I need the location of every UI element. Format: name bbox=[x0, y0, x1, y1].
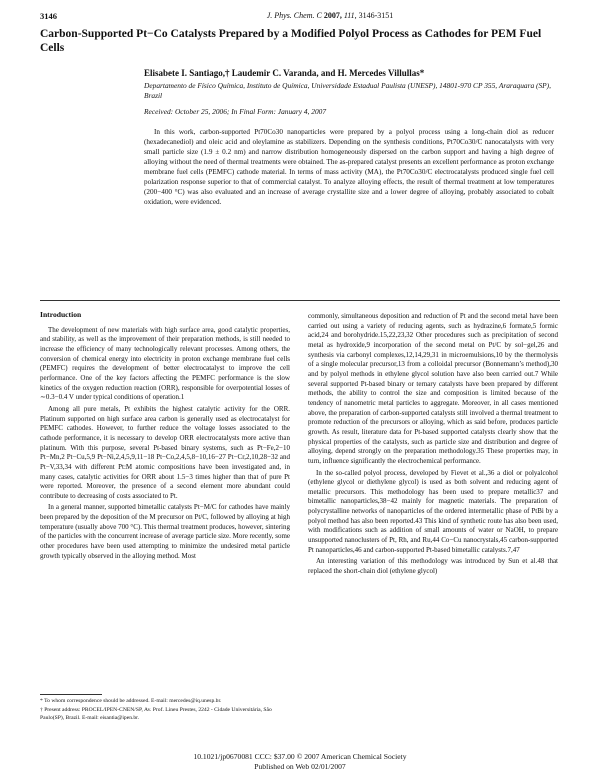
section-divider bbox=[40, 300, 560, 301]
footnote-correspondence: * To whom correspondence should be addressed. E-mail: mercedes@iq.unesp.br. bbox=[40, 698, 222, 704]
footnotes bbox=[40, 698, 290, 724]
article-title: Carbon-Supported Pt−Co Catalysts Prepared by a Modified Polyol Process as Cathodes for PEM Fuel Cells bbox=[40, 28, 542, 54]
footer-published: Published on Web 02/01/2007 bbox=[254, 762, 346, 771]
left-column bbox=[40, 310, 290, 561]
intro-paragraph-3: In a general manner, supported bimetallic catalysts Pt−M/C for cathodes have mainly been prepared by the deposition of the M precursor on Pt/C, followed by alloying at high temperature (usually above 700 °C). This thermal treatment produces, however, sintering of the particles with the concurrent increase of average particle size. More recently, some other procedures have been used attempting to minimize the undesired metal particle growth typically observed in the alloying method. Most bbox=[40, 503, 290, 560]
journal-name: J. Phys. Chem. C bbox=[266, 11, 322, 20]
author-list: Elisabete I. Santiago,† Laudemir C. Varanda, and H. Mercedes Villullas* bbox=[144, 68, 425, 78]
intro-paragraph-1: The development of new materials with high surface area, good catalytic properties, and stability, as well as the improvement of their preparation methods, is still needed to increase the efficiency of many technologically relevant processes. Among others, the conversion of chemical energy into electricity in proton exchange membrane fuel cells (PEMFC) requires the development of better electrocatalyst to improve the cell performance. One of the key factors affecting the PEMFC performance is the slow kinetics of the oxygen reduction reaction (ORR), responsible for overpotential losses of ∼0.3−0.4 V under typical conditions of operation.1 bbox=[40, 325, 290, 402]
abstract: In this work, carbon-supported Pt70Co30 nanoparticles were prepared by a polyol process using a long-chain diol as reducer (hexadecanediol) and oleic acid and oleylamine as stabilizers. Depending on the synthesis conditions, Pt70Co30/C nanocatalysts with very small particle size (1.9 ± 0.2 nm) and narrow distribution homogeneously dispersed on the carbon support and having a high degree of alloying without the need of thermal treatments were obtained. The as-prepared catalyst presents an excellent performance as proton exchange membrane fuel cells (PEMFC) cathode material. In terms of mass activity (MA), the Pt70Co30/C electrocatalysts produced single fuel cell polarization response superior to that of commercial catalyst. To analyze alloying effects, the result of thermal treatment at low temperatures (200−400 °C) was also evaluated and an increase of average crystallite size and a lower degree of alloying, probably associated to cobalt oxidation, were evidenced. bbox=[144, 128, 554, 207]
affiliation: Departamento de Físico Química, Instituto de Química, Universidade Estadual Paulista (UNESP), 14801-970 CP 355, Araraquara (SP), Brazil bbox=[144, 81, 551, 100]
journal-pages: 3146-3151 bbox=[358, 11, 394, 20]
page-number: 3146 bbox=[40, 11, 57, 21]
body-paragraph-polyol: In the so-called polyol process, developed by Fievet et al.,36 a diol or polyalcohol (ethylene glycol or diethylene glycol) is used as both solvent and reducing agent of metallic precursors. This methodology has been used to prepare metallic37 and bimetallic nanoparticles,38−42 mainly for magnetic materials. The preparation of polycrystalline networks of nanoparticles of the ordered intermetallic phase of PtBi by a polyol method has also been reported.43 This kind of synthetic route has also been used, with modifications such as addition of small amounts of water or NaOH, to prepare unsupported nanoclusters of Pt, Rh, and Ru,44 Co−Cu nanocrystals,45 carbon-supported Pt nanoparticles,46 and carbon-supported Pt-based bimetallic catalysts.7,47 bbox=[308, 468, 558, 554]
received-dates: Received: October 25, 2006; In Final Form: January 4, 2007 bbox=[144, 107, 327, 116]
body-paragraph-variation: An interesting variation of this methodology was introduced by Sun et al.48 that replaced the short-chain diol (ethylene glycol) bbox=[308, 557, 558, 576]
right-column bbox=[308, 312, 558, 577]
journal-year: 2007, bbox=[323, 11, 342, 20]
journal-volume: 111, bbox=[343, 11, 357, 20]
footnote-present-address: † Present address: PROCEL/IPEN-CNEN/SP, Av. Prof. Lineu Prestes, 2242 - Cidade Universitária, São Paulo(SP), Brazil. E-mail: eisantia@ipen.br. bbox=[40, 707, 272, 721]
footer-doi: 10.1021/jp0670081 CCC: $37.00 © 2007 American Chemical Society bbox=[193, 752, 407, 761]
body-paragraph-continued: commonly, simultaneous deposition and reduction of Pt and the second metal have been carried out using a variety of reducing agents, such as hydrazine,6 formate,5 formic acid,24 and borohydride.15,22,23,32 Other procedures such as precipitation of second metal as hydroxide,9 incorporation of the second metal on Pt/C by sol−gel,26 and synthesis via carbonyl complexes,12,14,29,31 in microemulsions,10 by the thermolysis of a single molecular precursor,13 from a colloidal precursor (Bonnemann’s method),30 and by polyol methods in ethylene glycol solution have also been carried out.7 While several supported Pt-based binary or ternary catalysts have been prepared by different methods, the ability to control the size and composition is limited because of the tendency of nanometric metal particles to aggregate. Moreover, in all cases mentioned above, the preparation of carbon-supported catalysts still involved a thermal treatment to promote reduction of the precursors or alloying, which as said before, produces particle growth. As result, literature data for Pt-based supported catalysts clearly show that the physical properties of the catalysts, such as particle size and distribution and degree of alloying, depend strongly on the preparation methodology.35 These properties may, in turn, influence significantly the electrochemical performance. bbox=[308, 312, 558, 465]
footnote-divider bbox=[40, 694, 102, 695]
running-header bbox=[210, 11, 450, 20]
intro-paragraph-2: Among all pure metals, Pt exhibits the highest catalytic activity for the ORR. Platinum supported on high surface area carbon is generally used as electrocatalyst for PEMFC cathodes. However, to further reduce the voltage losses associated to the cathode performance, it is necessary to develop ORR electrocatalysts more active than platinum. With this purpose, several Pt-based binary systems, such as Pt−Fe,2−10 Pt−Mn,2 Pt−Cu,5,9 Pt−Ni,2,4,5,9,11−18 Pt−Co,2,4,5,8−10,16−27 Pt−Cr,2,10,28−32 and Pt−V,33,34 with different Pt:M atomic compositions have been investigated and, in many cases, catalytic activities for ORR about 1.5−3 times higher than that of pure Pt were reported. Moreover, the presence of a second element more abundant could contribute to decreasing of costs associated to Pt. bbox=[40, 404, 290, 500]
section-heading-introduction: Introduction bbox=[40, 310, 82, 319]
